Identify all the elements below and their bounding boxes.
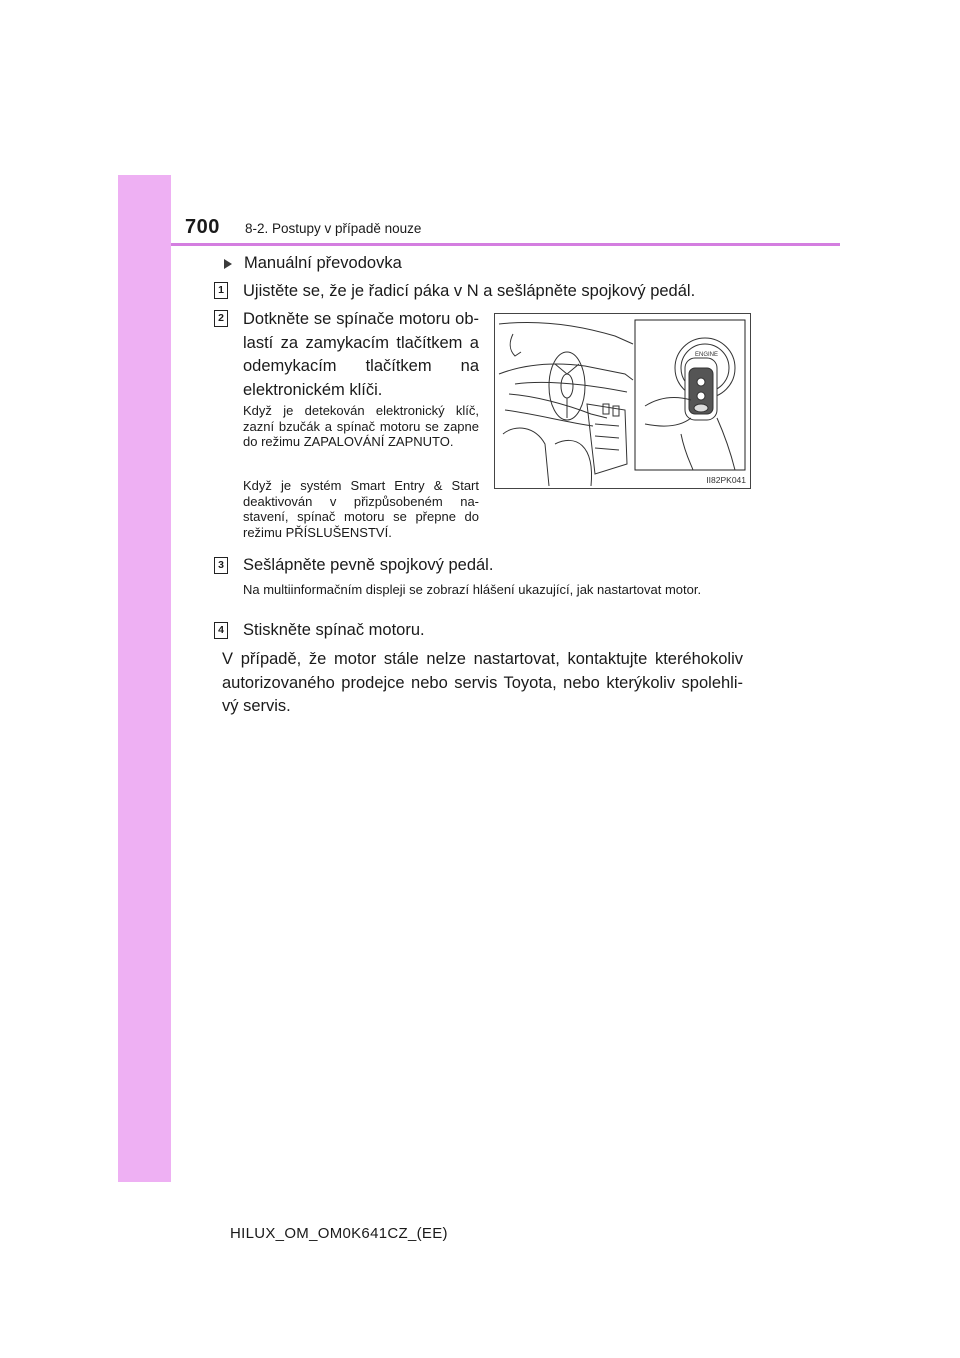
engine-start-illustration bbox=[494, 313, 751, 489]
step-2-note-1: Když je detekován elektronický klíč, zazní bzučák a spínač motoru se zapne do režimu ZAPALOVÁNÍ ZAPNUTO. bbox=[243, 403, 479, 449]
subheading bbox=[222, 254, 402, 273]
step-3-note: Na multiinformačním displeji se zobrazí hlášení ukazující, jak nastartovat motor. bbox=[243, 582, 702, 597]
illustration-code: II82PK041 bbox=[706, 475, 746, 485]
step-2-text: Dotkněte se spínače motoru ob-lastí za zamykacím tlačítkem a odemykacím tlačítkem na elektronickém klíči. bbox=[243, 310, 479, 399]
engine-button-label: ENGINE bbox=[695, 352, 719, 358]
footer-document-code: HILUX_OM_OM0K641CZ_(EE) bbox=[230, 1225, 448, 1242]
triangle-bullet-icon bbox=[224, 259, 232, 269]
header-rule bbox=[171, 243, 840, 246]
final-paragraph: V případě, že motor stále nelze nastartovat, kontaktujte kteréhokoliv autorizovaného prodejce nebo servis Toyota, nebo kterýkoliv spolehli-vý servis. bbox=[222, 650, 743, 715]
step-3-badge: 3 bbox=[214, 557, 228, 574]
step-2-badge: 2 bbox=[214, 310, 228, 327]
step-3-text: Sešlápněte pevně spojkový pedál. bbox=[243, 556, 494, 574]
step-4-badge: 4 bbox=[214, 622, 228, 639]
dashboard-hand-key-drawing bbox=[495, 314, 750, 488]
step-4-text: Stiskněte spínač motoru. bbox=[243, 621, 425, 639]
chapter-side-band bbox=[118, 175, 171, 1182]
step-1-text: Ujistěte se, že je řadicí páka v N a sešlápněte spojkový pedál. bbox=[243, 282, 696, 300]
step-1-badge: 1 bbox=[214, 282, 228, 299]
section-title: 8-2. Postupy v případě nouze bbox=[245, 221, 422, 236]
page-number: 700 bbox=[185, 216, 220, 238]
step-2-note-2: Když je systém Smart Entry & Start deaktivován v přizpůsobeném na-stavení, spínač motoru se přepne do režimu PŘÍSLUŠENSTVÍ. bbox=[243, 478, 479, 540]
subheading-text: Manuální převodovka bbox=[244, 254, 402, 272]
